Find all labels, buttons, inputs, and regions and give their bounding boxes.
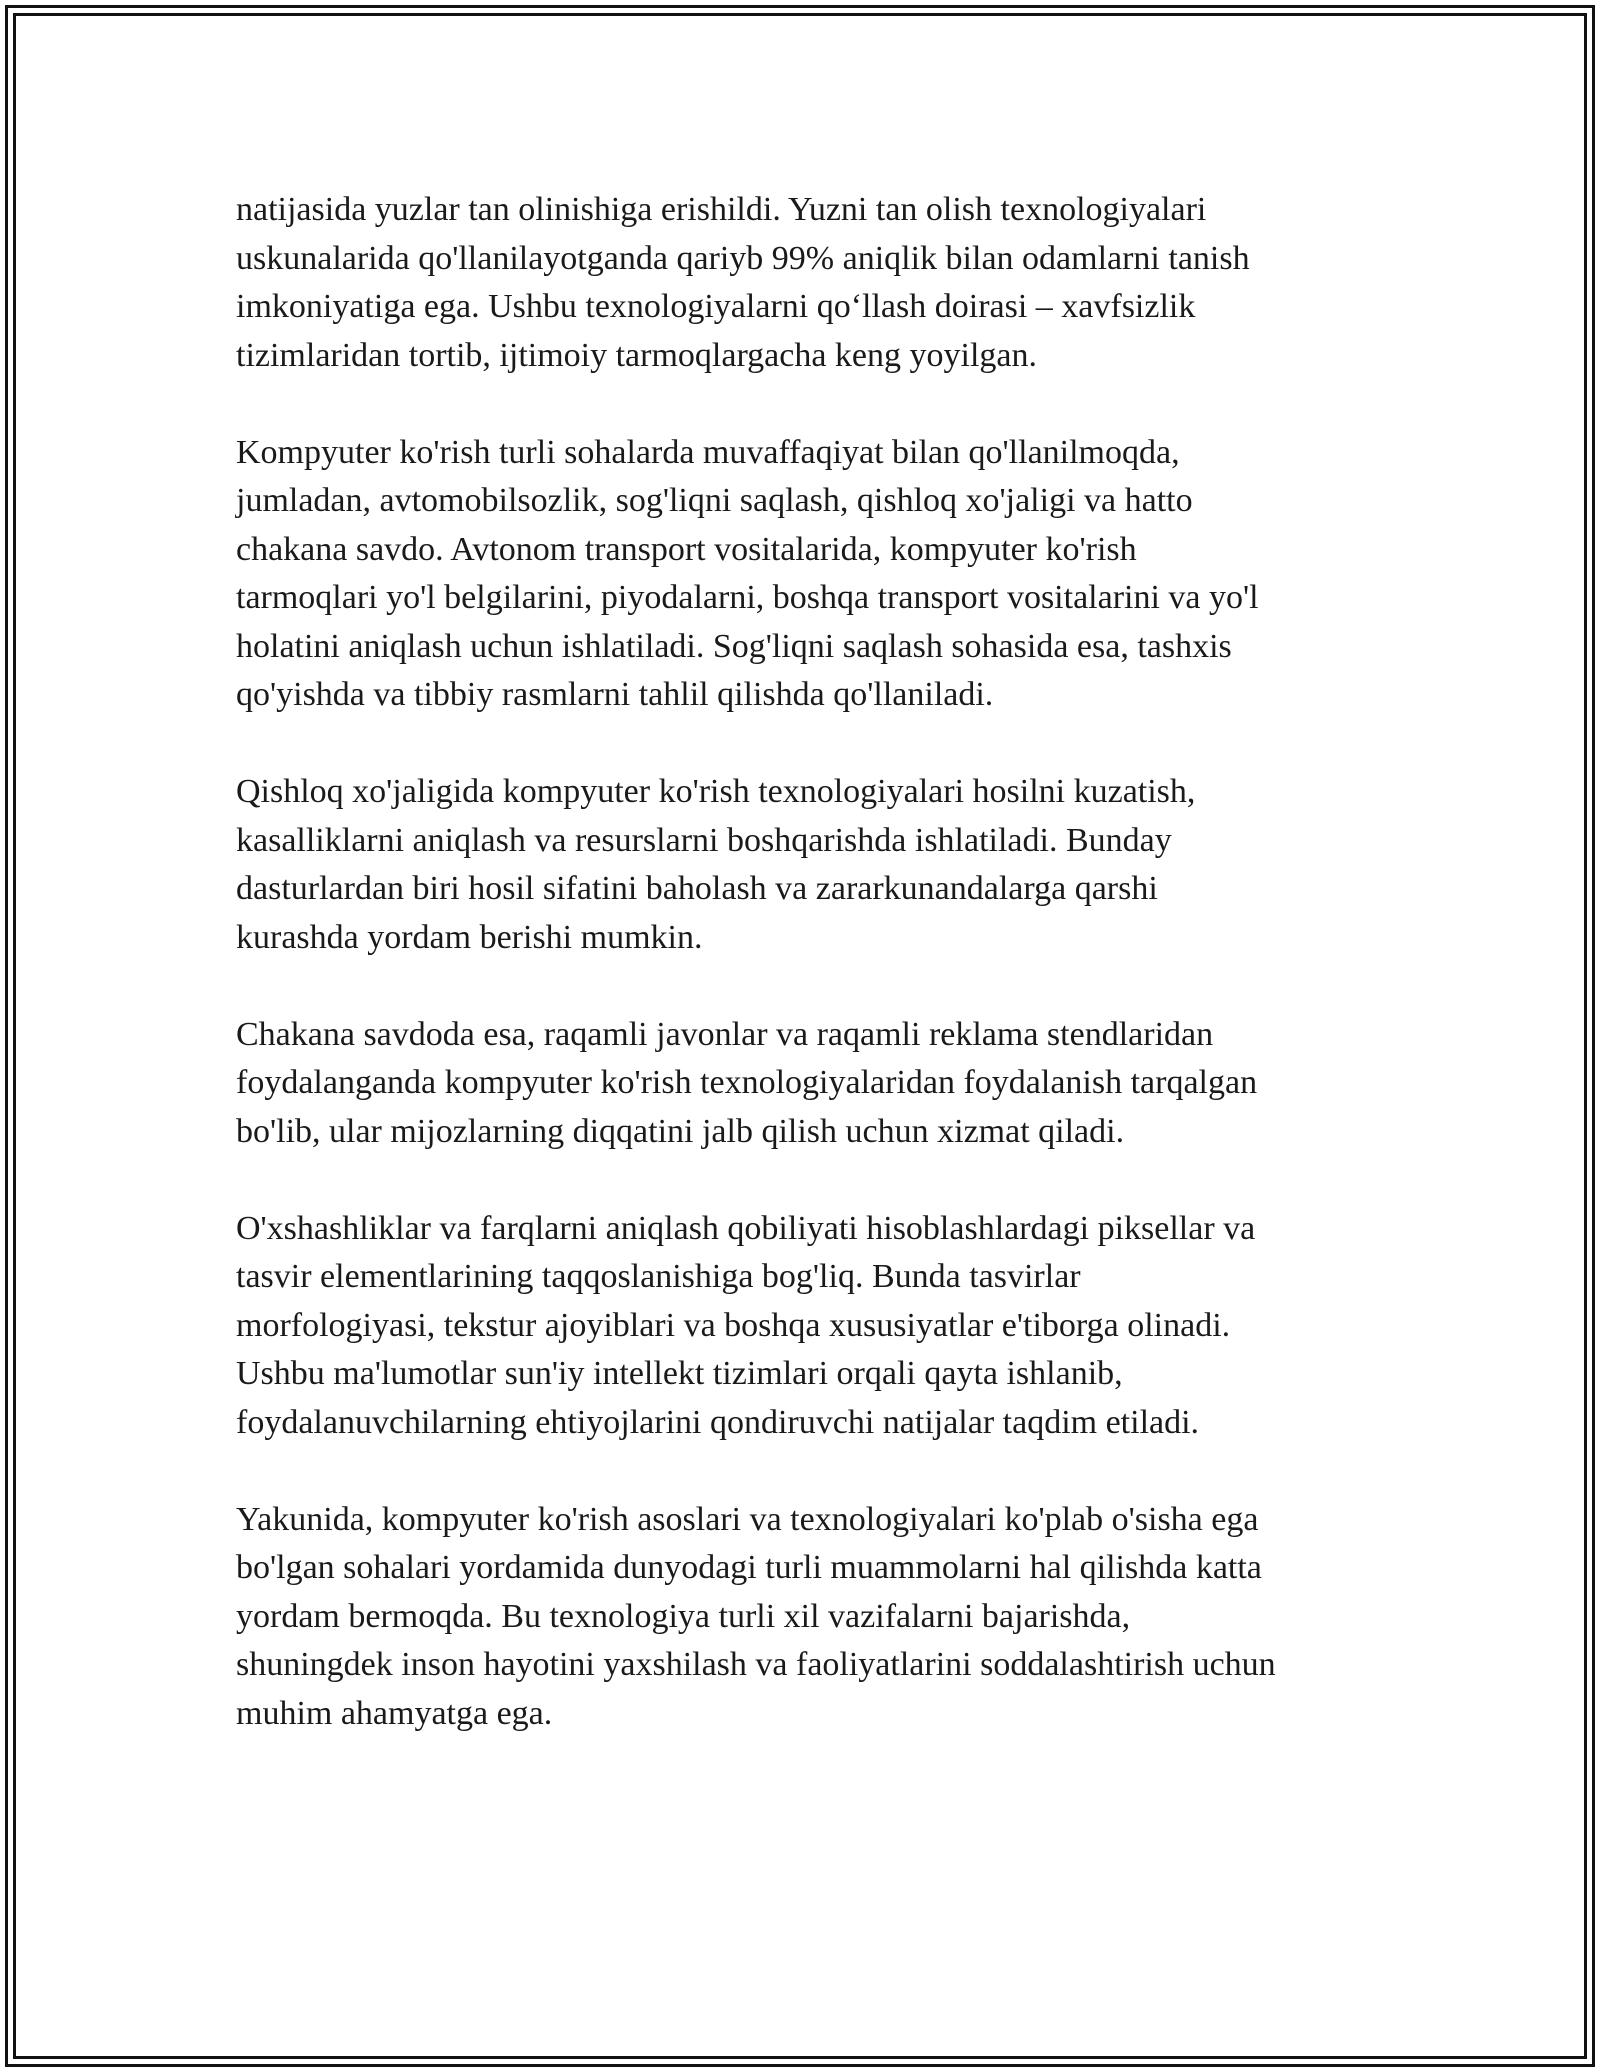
document-body bbox=[236, 186, 1376, 1787]
paragraph-conclusion: Yakunida, kompyuter ko'rish asoslari va texnologiyalari ko'plab o'sisha ega bo'lgan sohalari yordamida dunyodagi turli muammolarni hal qilishda katta yordam bermoqda. Bu texnologiya turli xil vazifalarni bajarishda, shuningdek inson hayotini yaxshilash va faoliyatlarini soddalashtirish uchun muhim ahamyatga ega. bbox=[236, 1500, 1276, 1732]
paragraph-applications: Kompyuter ko'rish turli sohalarda muvaffaqiyat bilan qo'llanilmoqda, jumladan, avtomobilsozlik, sog'liqni saqlash, qishloq xo'jaligi va hatto chakana savdo. Avtonom transport vositalarida, kompyuter ko'rish tarmoqlari yo'l belgilarini, piyodalarni, boshqa transport vositalarini va yo'l holatini aniqlash uchun ishlatiladi. Sog'liqni saqlash sohasida esa, tashxis qo'yishda va tibbiy rasmlarni tahlil qilishda qo'llaniladi. bbox=[236, 433, 1259, 713]
paragraph-agriculture: Qishloq xo'jaligida kompyuter ko'rish texnologiyalari hosilni kuzatish, kasalliklarni aniqlash va resurslarni boshqarishda ishlatiladi. Bunday dasturlardan biri hosil sifatini baholash va zararkunandalarga qarshi kurashda yordam berishi mumkin. bbox=[236, 773, 1196, 956]
paragraph-face-recognition: natijasida yuzlar tan olinishiga erishildi. Yuzni tan olish texnologiyalari uskunalarida qo'llanilayotganda qariyb 99% aniqlik bilan odamlarni tanish imkoniyatiga ega. Ushbu texnologiyalarni qo‘llash doirasi – xavfsizlik tizimlaridan tortib, ijtimoiy tarmoqlargacha keng yoyilgan. bbox=[236, 191, 1250, 374]
paragraph-retail: Chakana savdoda esa, raqamli javonlar va raqamli reklama stendlaridan foydalanganda kompyuter ko'rish texnologiyalaridan foydalanish tarqalgan bo'lib, ular mijozlarning diqqatini jalb qilish uchun xizmat qiladi. bbox=[236, 1015, 1258, 1150]
paragraph-similarity-detection: O'xshashliklar va farqlarni aniqlash qobiliyati hisoblashlardagi piksellar va tasvir elementlarining taqqoslanishiga bog'liq. Bunda tasvirlar morfologiyasi, tekstur ajoyiblari va boshqa xususiyatlar e'tiborga olinadi. Ushbu ma'lumotlar sun'iy intellekt tizimlari orqali qayta ishlanib, foydalanuvchilarning ehtiyojlarini qondiruvchi natijalar taqdim etiladi. bbox=[236, 1209, 1256, 1441]
